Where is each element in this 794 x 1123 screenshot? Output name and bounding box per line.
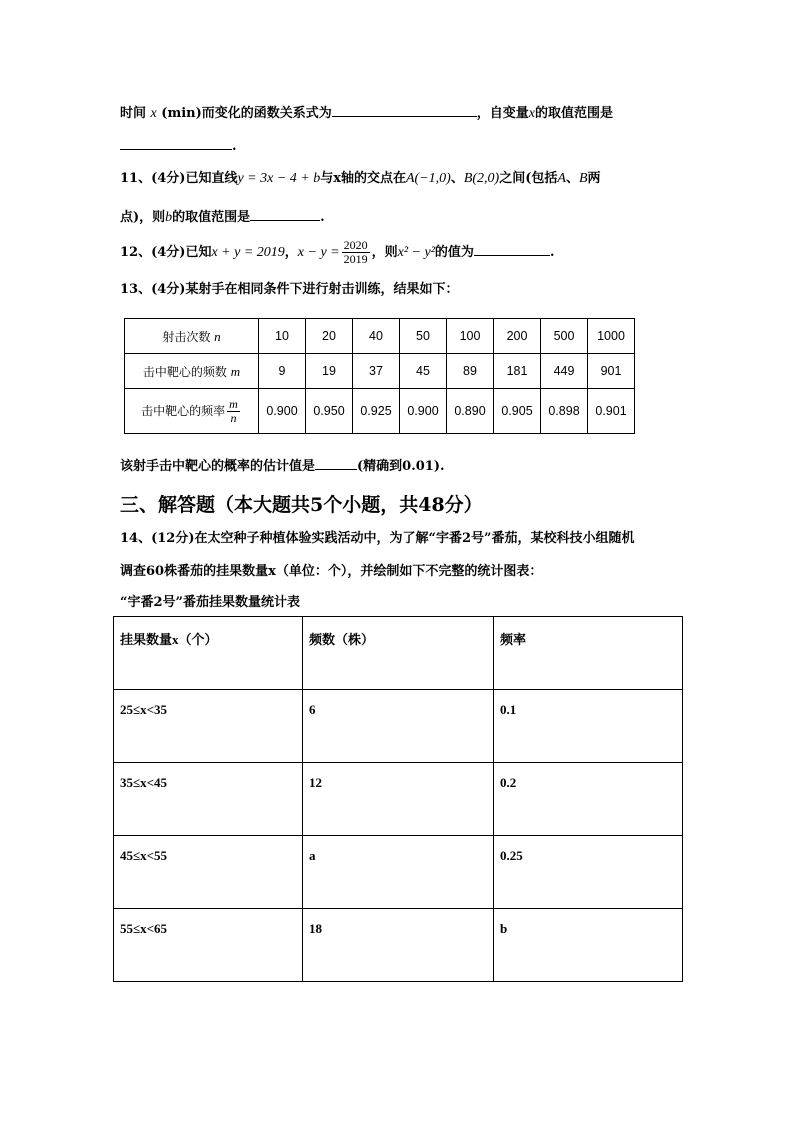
q11-text-3: 两 xyxy=(587,171,601,186)
q11-var-b: b xyxy=(165,210,173,225)
q11-sep-2: 、 xyxy=(565,171,579,186)
header-cell: 频数（株） xyxy=(303,617,494,690)
table-cell: 0.905 xyxy=(494,389,541,434)
q12-answer-blank[interactable] xyxy=(474,242,550,256)
var-n: n xyxy=(214,328,221,344)
q11-b: B xyxy=(578,171,588,186)
table-cell: 901 xyxy=(588,354,635,389)
table-cell: 89 xyxy=(447,354,494,389)
row-label-text: 射击次数 xyxy=(162,329,211,344)
table-cell: a xyxy=(303,836,494,909)
q11-line2-text-2: 的取值范围是 xyxy=(172,210,251,225)
q11-point-a: A(−1,0) xyxy=(406,171,451,186)
q10-text-middle: (min)而变化的函数关系式为 xyxy=(161,106,332,121)
table-cell: 20 xyxy=(306,319,353,354)
q13-answer-blank[interactable] xyxy=(315,456,357,470)
q14-line-2: 调查60株番茄的挂果数量x（单位：个），并绘制如下不完整的统计图表： xyxy=(120,564,543,579)
table-cell: 0.900 xyxy=(259,389,306,434)
table-row xyxy=(125,389,635,434)
header-cell: 挂果数量x（个） xyxy=(114,617,303,690)
table-cell: 0.925 xyxy=(353,389,400,434)
table-cell: 0.1 xyxy=(494,690,683,763)
q13-question xyxy=(120,456,445,476)
q10-line-1 xyxy=(120,103,613,123)
table-cell: 40 xyxy=(353,319,400,354)
table-cell: 500 xyxy=(541,319,588,354)
table-cell: 0.25 xyxy=(494,836,683,909)
header-cell: 频率 xyxy=(494,617,683,690)
q12-fraction xyxy=(342,239,370,266)
table-cell: 449 xyxy=(541,354,588,389)
table-cell: 0.2 xyxy=(494,763,683,836)
q12-label: 12、(4分)已知 xyxy=(120,245,212,260)
q11-answer-blank[interactable] xyxy=(250,207,320,221)
q10-text-suffix: 的取值范围是 xyxy=(534,106,613,121)
table-cell: 200 xyxy=(494,319,541,354)
fruit-count-table xyxy=(113,616,683,982)
frac-den: n xyxy=(230,410,237,425)
q11-sep: 、 xyxy=(450,171,464,186)
table-row xyxy=(125,319,635,354)
var-m: m xyxy=(230,363,241,379)
q11-point-b: B(2,0) xyxy=(463,171,500,186)
q13-label xyxy=(120,281,458,299)
table-header-row xyxy=(114,617,683,690)
q13-question-suffix: (精确到0.01). xyxy=(357,459,445,474)
q14-table-title: “宇番2号”番茄挂果数量统计表 xyxy=(120,595,301,610)
q11-line-1 xyxy=(120,170,601,188)
q10-text-after: ，自变量 xyxy=(476,106,529,121)
frac-num: m xyxy=(229,396,238,411)
table-cell: 55≤x<65 xyxy=(114,909,303,982)
table-cell: 19 xyxy=(306,354,353,389)
q11-line2-text: 点)，则 xyxy=(120,210,166,225)
q12-eq-2-left: x − y = xyxy=(297,245,340,260)
table-cell: 50 xyxy=(400,319,447,354)
q12-text: ，则 xyxy=(371,245,398,260)
q12-eq-1: x + y = 2019 xyxy=(211,245,285,260)
q10-text: 时间 xyxy=(120,106,147,121)
table-cell: 18 xyxy=(303,909,494,982)
table-cell: b xyxy=(494,909,683,982)
table-cell: 37 xyxy=(353,354,400,389)
q10-end: . xyxy=(232,139,237,154)
row-label-freq xyxy=(125,389,259,434)
q11-label: 11、(4分)已知直线 xyxy=(120,171,238,186)
table-cell: 0.890 xyxy=(447,389,494,434)
q10-answer-blank-2[interactable] xyxy=(120,136,232,150)
table-row xyxy=(114,836,683,909)
q11-end: . xyxy=(320,210,325,225)
q10-var-x: x xyxy=(150,106,157,121)
q13-label-text: 13、(4分)某射手在相同条件下进行射击训练，结果如下： xyxy=(120,282,459,297)
q12-suffix: 的值为 xyxy=(434,245,474,260)
q11-text-1: 与x轴的交点在 xyxy=(320,171,406,186)
table-cell: 0.898 xyxy=(541,389,588,434)
table-row xyxy=(114,690,683,763)
q14-line-1: 14、(12分)在太空种子种植体验实践活动中，为了解“宇番2号”番茄，某校科技小组随机 xyxy=(120,531,635,546)
table-row xyxy=(114,909,683,982)
table-row xyxy=(125,354,635,389)
q12-expr: x² − y² xyxy=(397,245,435,260)
q11-a: A xyxy=(557,171,566,186)
table-cell: 0.900 xyxy=(400,389,447,434)
q12-comma: ， xyxy=(284,245,298,260)
m-over-n-fraction xyxy=(227,398,240,425)
q13-question-text: 该射手击中靶心的概率的估计值是 xyxy=(120,459,316,474)
table-cell: 0.950 xyxy=(306,389,353,434)
q11-text-2: 之间(包括 xyxy=(499,171,558,186)
table-row xyxy=(114,763,683,836)
table-cell: 45 xyxy=(400,354,447,389)
table-cell: 12 xyxy=(303,763,494,836)
q10-var-x2: x xyxy=(528,106,535,121)
section-heading: 三、解答题（本大题共5个小题，共48分） xyxy=(120,494,483,516)
q10-answer-blank-1[interactable] xyxy=(332,103,477,117)
table-cell: 1000 xyxy=(588,319,635,354)
table-cell: 6 xyxy=(303,690,494,763)
q10-line-2 xyxy=(120,136,237,156)
table-cell: 181 xyxy=(494,354,541,389)
q12-end: . xyxy=(549,245,555,260)
shooting-table xyxy=(124,318,635,434)
table-cell: 100 xyxy=(447,319,494,354)
q12-frac-den: 2019 xyxy=(343,252,368,266)
row-label-text: 击中靶心的频率 xyxy=(141,403,226,418)
table-cell: 10 xyxy=(259,319,306,354)
table-cell: 45≤x<55 xyxy=(114,836,303,909)
table-cell: 25≤x<35 xyxy=(114,690,303,763)
table-cell: 0.901 xyxy=(588,389,635,434)
q12-frac-num: 2020 xyxy=(343,238,368,252)
table-cell: 35≤x<45 xyxy=(114,763,303,836)
table-cell: 9 xyxy=(259,354,306,389)
q11-formula: y = 3x − 4 + b xyxy=(237,171,321,186)
q11-line-2 xyxy=(120,207,325,227)
row-label-text: 击中靶心的频数 xyxy=(142,364,227,379)
q12-line xyxy=(120,236,554,270)
row-label-hits xyxy=(125,354,259,389)
row-label-shots xyxy=(125,319,259,354)
